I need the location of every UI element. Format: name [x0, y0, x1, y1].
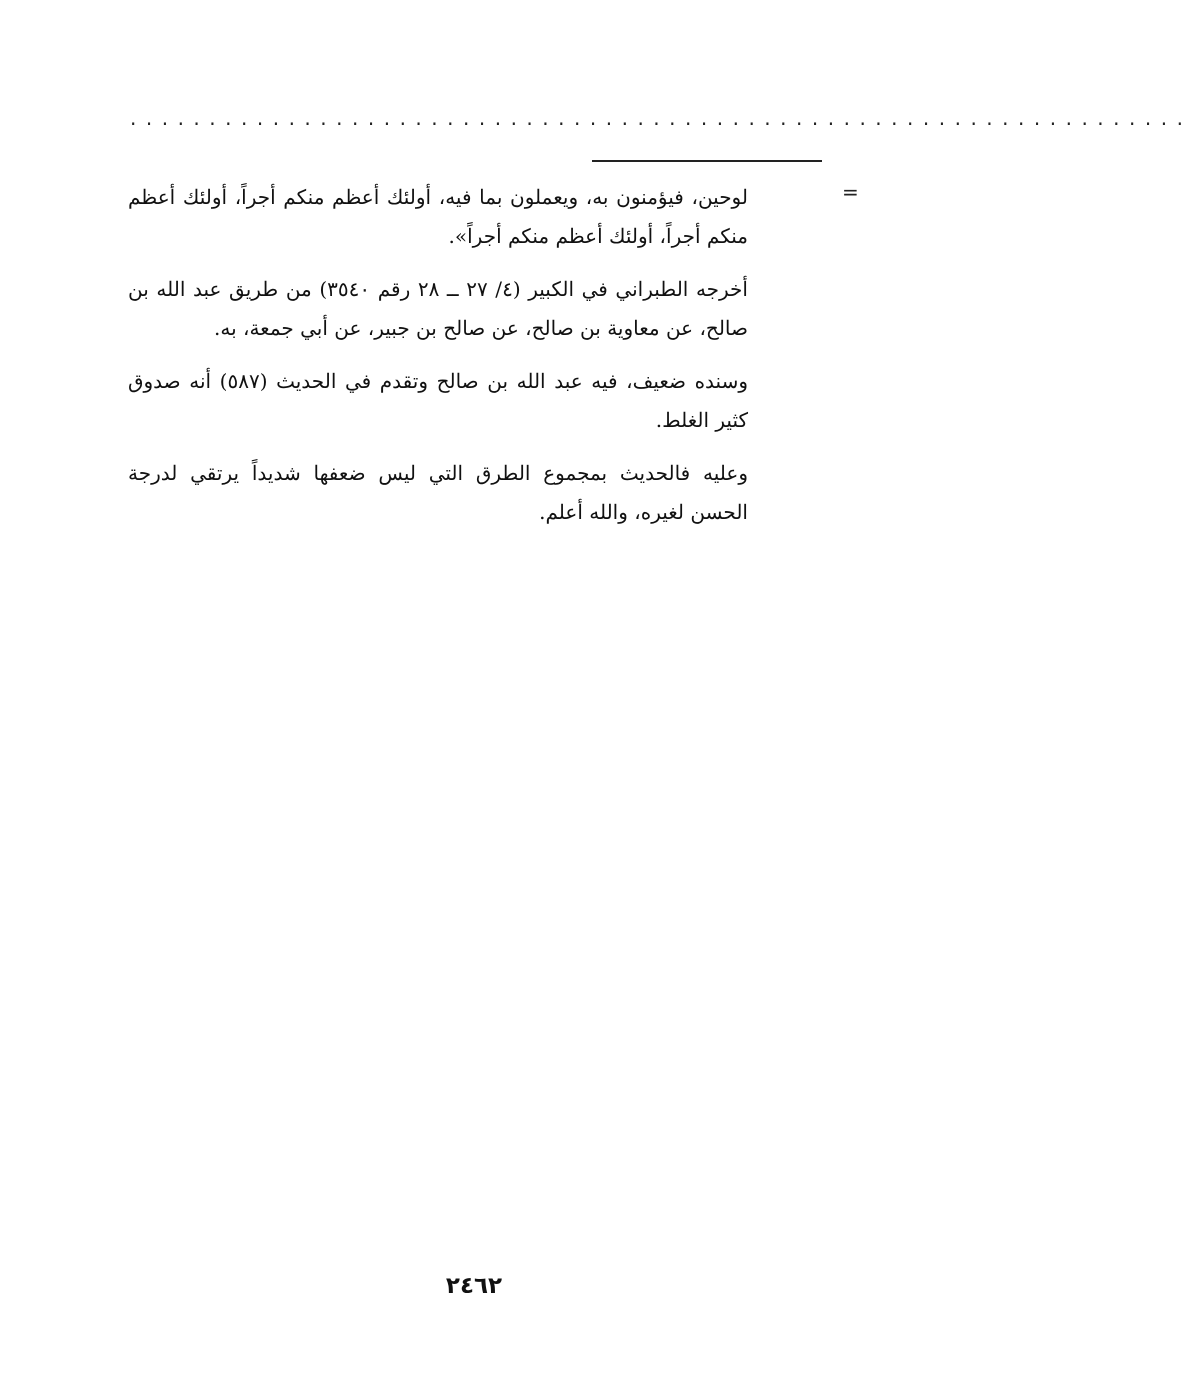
footnote-paragraph-3: وسنده ضعيف، فيه عبد الله بن صالح وتقدم في الحديث (٥٨٧) أنه صدوق كثير الغلط. — [128, 369, 748, 432]
footnote-paragraph-2: أخرجه الطبراني في الكبير (٤/ ٢٧ ــ ٢٨ رقم ٣٥٤٠) من طريق عبد الله بن صالح، عن معاوية بن صالح، عن صالح بن جبير، عن أبي جمعة، به. — [128, 277, 748, 340]
footnote-rule — [592, 160, 822, 162]
footnote-block — [128, 178, 748, 546]
footnote-paragraph-4: وعليه فالحديث بمجموع الطرق التي ليس ضعفها شديداً يرتقي لدرجة الحسن لغيره، والله أعلم. — [128, 461, 748, 524]
footnote-paragraph-1: لوحين، فيؤمنون به، ويعملون بما فيه، أولئك أعظم منكم أجراً، أولئك أعظم منكم أجراً، أولئك أعظم منكم أجراً». — [128, 185, 748, 248]
dotted-separator: ................................................................... — [130, 106, 1192, 130]
footnote-continuation-mark: = — [842, 180, 859, 204]
page-number: ٢٤٦٢ — [445, 1273, 503, 1299]
